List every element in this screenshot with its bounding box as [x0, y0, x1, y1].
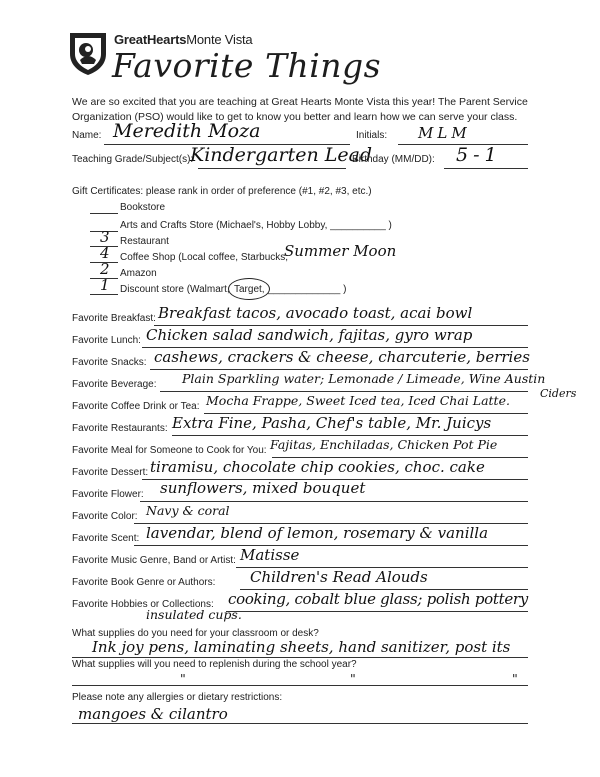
replenish-question: What supplies will you need to replenish during the school year?	[72, 659, 357, 670]
gift-heading: Gift Certificates: please rank in order of preference (#1, #2, #3, etc.)	[72, 186, 372, 197]
rank-restaurant[interactable]: 3	[100, 228, 110, 246]
fav-hobbies-value[interactable]: cooking, cobalt blue glass; polish pottery	[228, 590, 528, 608]
fav-color-value[interactable]: Navy & coral	[146, 503, 230, 518]
grade-line	[198, 168, 346, 169]
gift-item-bookstore: Bookstore	[120, 202, 166, 213]
supplies-answer[interactable]: Ink joy pens, laminating sheets, hand sanitizer, post its	[92, 638, 511, 656]
name-value[interactable]: Meredith Moza	[113, 120, 261, 142]
fav-lunch-value[interactable]: Chicken salad sandwich, fajitas, gyro wrap	[146, 326, 473, 344]
fav-coffee-label: Favorite Coffee Drink or Tea:	[72, 401, 200, 412]
birthday-label: Birthday (MM/DD):	[352, 154, 435, 165]
fav-books-value[interactable]: Children's Read Alouds	[250, 568, 428, 586]
fav-dessert-value[interactable]: tiramisu, chocolate chip cookies, choc. cake	[150, 458, 485, 476]
fav-restaurants-label: Favorite Restaurants:	[72, 423, 168, 434]
fav-flower-value[interactable]: sunflowers, mixed bouquet	[160, 479, 366, 497]
fav-beverage-label: Favorite Beverage:	[72, 379, 157, 390]
fav-hobbies-extra[interactable]: insulated cups.	[146, 607, 242, 622]
gift-item-arts: Arts and Crafts Store (Michael's, Hobby Lobby, __________ )	[120, 220, 392, 231]
initials-label: Initials:	[356, 130, 388, 141]
fav-music-label: Favorite Music Genre, Band or Artist:	[72, 555, 236, 566]
fav-books-label: Favorite Book Genre or Authors:	[72, 577, 216, 588]
allergies-line	[72, 723, 528, 724]
supplies-line	[72, 657, 528, 658]
page-title: Favorite Things	[112, 46, 382, 85]
rank-discount[interactable]: 1	[100, 276, 110, 294]
fav-scent-line	[134, 545, 528, 546]
fav-scent-value[interactable]: lavendar, blend of lemon, rosemary & vanilla	[146, 524, 489, 542]
discount-tail: _____________ )	[268, 284, 347, 295]
fav-hobbies-label: Favorite Hobbies or Collections:	[72, 599, 214, 610]
fav-beverage-line	[160, 391, 528, 392]
rank-amazon[interactable]: 2	[100, 260, 110, 278]
ditto-mark-1[interactable]: "	[180, 671, 186, 686]
initials-value[interactable]: MLM	[418, 124, 471, 142]
fav-breakfast-value[interactable]: Breakfast tacos, avocado toast, acai bowl	[158, 304, 473, 322]
fav-color-label: Favorite Color:	[72, 511, 138, 522]
brand-name: GreatHeartsMonte Vista	[114, 32, 253, 47]
gift-item-amazon: Amazon	[120, 268, 157, 279]
fav-breakfast-label: Favorite Breakfast:	[72, 313, 156, 324]
lion-shield-icon	[66, 30, 110, 76]
fav-lunch-label: Favorite Lunch:	[72, 335, 141, 346]
discount-write-in[interactable]: Target,	[234, 284, 265, 295]
gift-item-coffee: Coffee Shop (Local coffee, Starbucks,	[120, 252, 289, 263]
fav-dessert-label: Favorite Dessert:	[72, 467, 149, 478]
grade-label: Teaching Grade/Subject(s):	[72, 154, 194, 165]
name-label: Name:	[72, 130, 102, 141]
allergies-answer[interactable]: mangoes & cilantro	[78, 705, 228, 723]
fav-snacks-value[interactable]: cashews, crackers & cheese, charcuterie, berries	[154, 348, 530, 366]
supplies-question: What supplies do you need for your classroom or desk?	[72, 628, 319, 639]
ditto-mark-3[interactable]: "	[512, 671, 518, 686]
fav-snacks-label: Favorite Snacks:	[72, 357, 147, 368]
selection-circle	[228, 278, 270, 300]
birthday-line	[444, 168, 528, 169]
intro-text: We are so excited that you are teaching at Great Hearts Monte Vista this year! The Parent Service Organization (PSO) would like to get to know you better and learn how we can serve your class.	[72, 96, 528, 123]
ditto-mark-2[interactable]: "	[350, 671, 356, 686]
fav-scent-label: Favorite Scent:	[72, 533, 140, 544]
replenish-line	[72, 685, 528, 686]
allergies-question: Please note any allergies or dietary restrictions:	[72, 692, 283, 703]
fav-music-value[interactable]: Matisse	[240, 546, 300, 564]
fav-restaurants-line	[172, 435, 528, 436]
gift-item-discount: Discount store (Walmart,	[120, 284, 230, 295]
fav-snacks-line	[150, 369, 528, 370]
rank-blank-discount[interactable]	[90, 294, 118, 295]
fav-restaurants-value[interactable]: Extra Fine, Pasha, Chef's table, Mr. Juicys	[172, 414, 492, 432]
fav-flower-label: Favorite Flower:	[72, 489, 144, 500]
fav-flower-line	[140, 501, 528, 502]
birthday-value[interactable]: 5-1	[456, 144, 502, 166]
fav-meal-value[interactable]: Fajitas, Enchiladas, Chicken Pot Pie	[270, 437, 498, 452]
coffee-write-in[interactable]: Summer Moon	[284, 242, 397, 260]
fav-coffee-value[interactable]: Mocha Frappe, Sweet Iced tea, Iced Chai Latte.	[206, 393, 510, 408]
fav-hobbies-line	[226, 611, 528, 612]
fav-beverage-extra[interactable]: Ciders	[540, 387, 577, 400]
rank-blank-bookstore[interactable]	[90, 213, 118, 214]
grade-value[interactable]: Kindergarten Lead	[190, 144, 373, 166]
gift-item-restaurant: Restaurant	[120, 236, 169, 247]
fav-beverage-value[interactable]: Plain Sparkling water; Lemonade / Limeade, Wine Austin	[182, 371, 546, 386]
fav-meal-label: Favorite Meal for Someone to Cook for You:	[72, 445, 267, 456]
rank-coffee[interactable]: 4	[100, 244, 110, 262]
